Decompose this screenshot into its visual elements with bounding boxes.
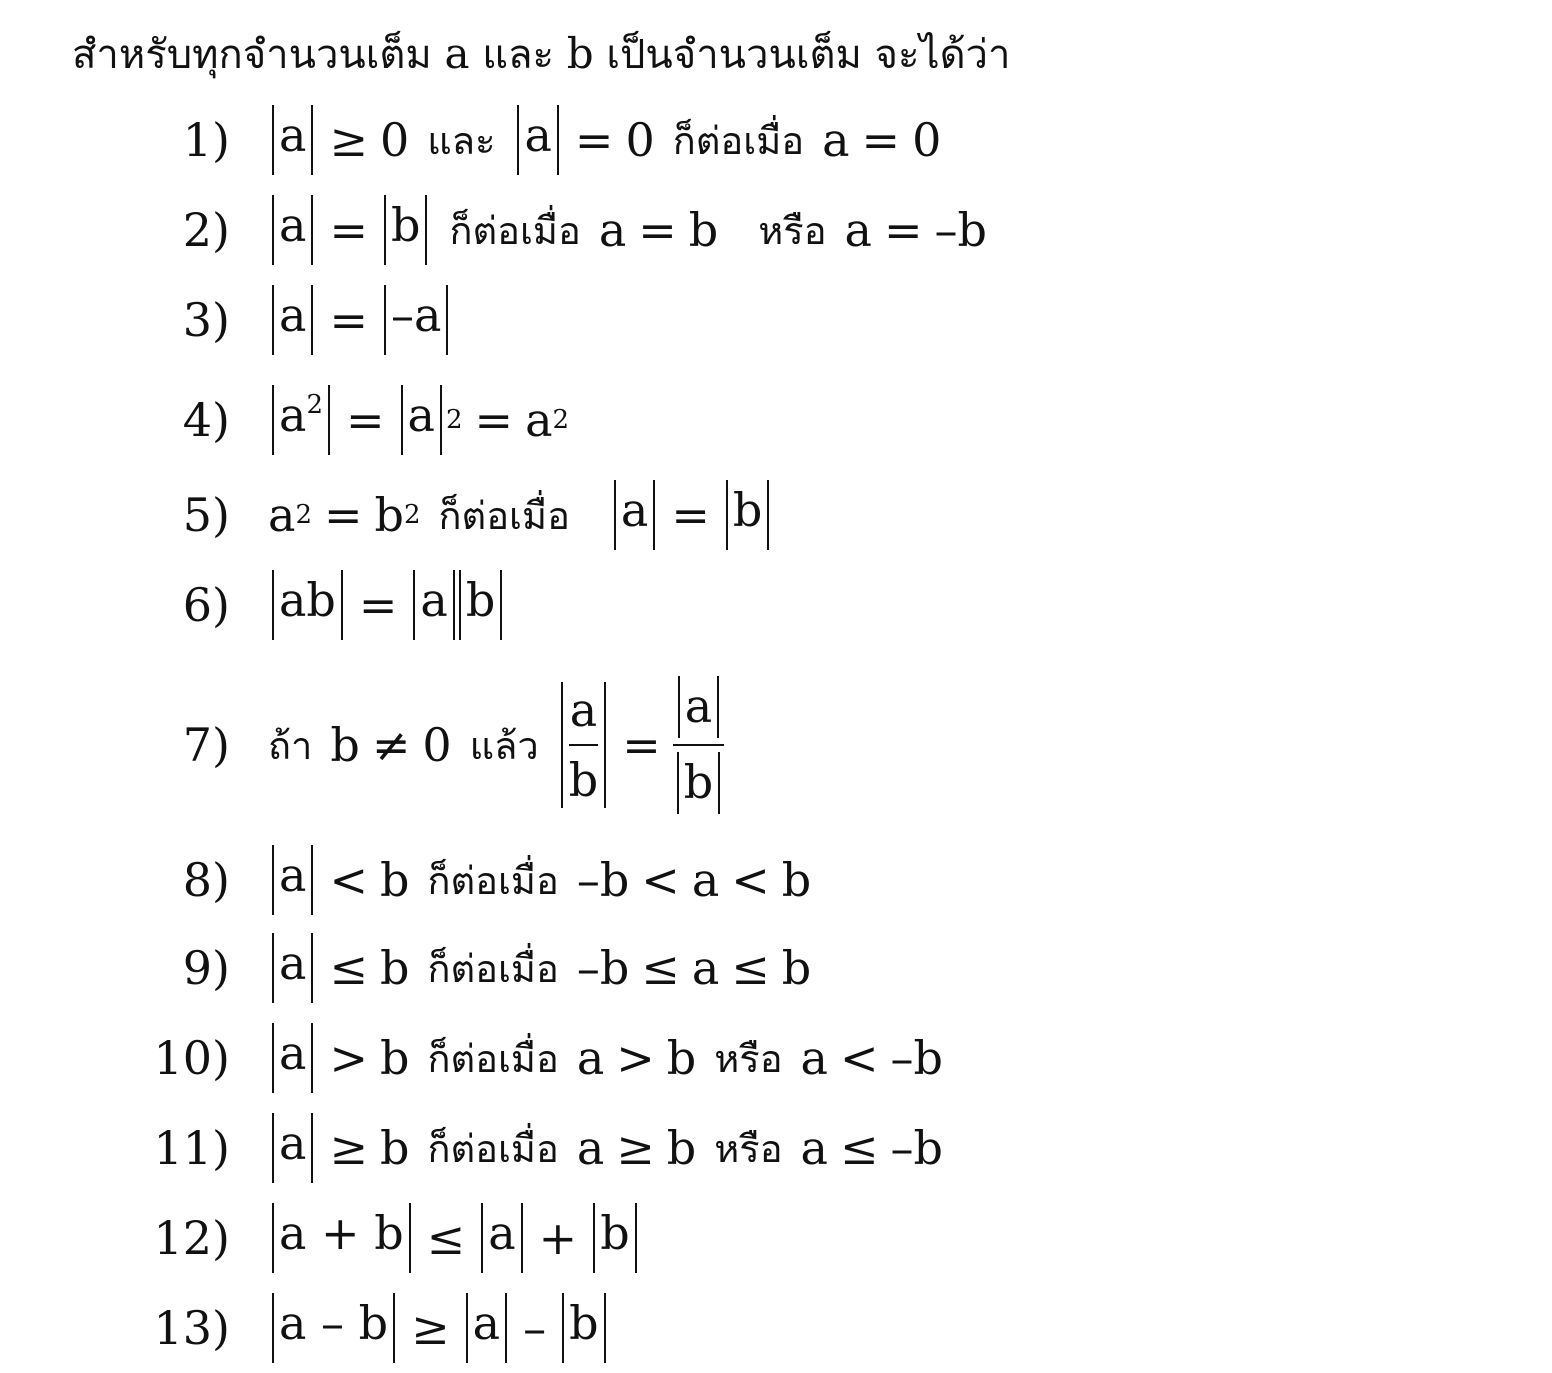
property-2 [140, 190, 987, 270]
property-11 [140, 1108, 943, 1188]
property-8 [140, 840, 811, 920]
property-12 [140, 1198, 641, 1278]
property-number: 5) [182, 488, 230, 542]
property-4 [140, 380, 569, 460]
property-expression: a ≤ b ก็ต่อเมื่อ –b ≤ a ≤ b [268, 933, 811, 1003]
property-number: 6) [182, 578, 230, 632]
property-expression: a = –a [268, 285, 452, 355]
property-number: 8) [182, 853, 230, 907]
property-expression: ถ้า b ≠ 0 แล้ว $\frac{a}{b}$ = $\frac{a}{b}$ [268, 676, 724, 814]
property-6 [140, 565, 506, 645]
property-expression: a 2 = b 2 ก็ต่อเมื่อ a = b [268, 480, 773, 550]
intro-text-2: เป็นจำนวนเต็ม จะได้ว่า [606, 32, 1011, 78]
property-number: 10) [153, 1031, 230, 1085]
property-number: 2) [182, 203, 230, 257]
property-expression: a ≥ b ก็ต่อเมื่อ a ≥ b หรือ a ≤ –b [268, 1113, 943, 1183]
property-expression: a + b ≤ a + b [268, 1203, 641, 1273]
property-1 [140, 100, 941, 180]
property-expression: ab = a b [268, 570, 506, 640]
property-expression: a < b ก็ต่อเมื่อ –b < a < b [268, 845, 811, 915]
property-expression: $a^2$ = a 2 = a 2 [268, 385, 569, 455]
property-13 [140, 1288, 610, 1368]
property-expression: a ≥ 0 และ a = 0 ก็ต่อเมื่อ a = 0 [268, 105, 941, 175]
intro-var-a: a [444, 29, 470, 78]
property-9 [140, 928, 811, 1008]
property-expression: a = b ก็ต่อเมื่อ a = b หรือ a = –b [268, 195, 987, 265]
property-number: 9) [182, 941, 230, 995]
property-number: 7) [182, 718, 230, 772]
property-number: 12) [153, 1211, 230, 1265]
property-7 [140, 665, 724, 825]
property-number: 11) [153, 1121, 230, 1175]
property-expression: a > b ก็ต่อเมื่อ a > b หรือ a < –b [268, 1023, 943, 1093]
property-10 [140, 1018, 943, 1098]
property-expression: a – b ≥ a – b [268, 1293, 610, 1363]
property-number: 4) [182, 393, 230, 447]
intro-text-1: สำหรับทุกจำนวนเต็ม [72, 32, 432, 78]
property-number: 3) [182, 293, 230, 347]
intro-statement [72, 26, 1010, 83]
property-3 [140, 280, 452, 360]
intro-and: และ [482, 32, 555, 78]
intro-var-b: b [566, 29, 594, 78]
property-5 [140, 475, 773, 555]
property-number: 1) [182, 113, 230, 167]
property-number: 13) [153, 1301, 230, 1355]
